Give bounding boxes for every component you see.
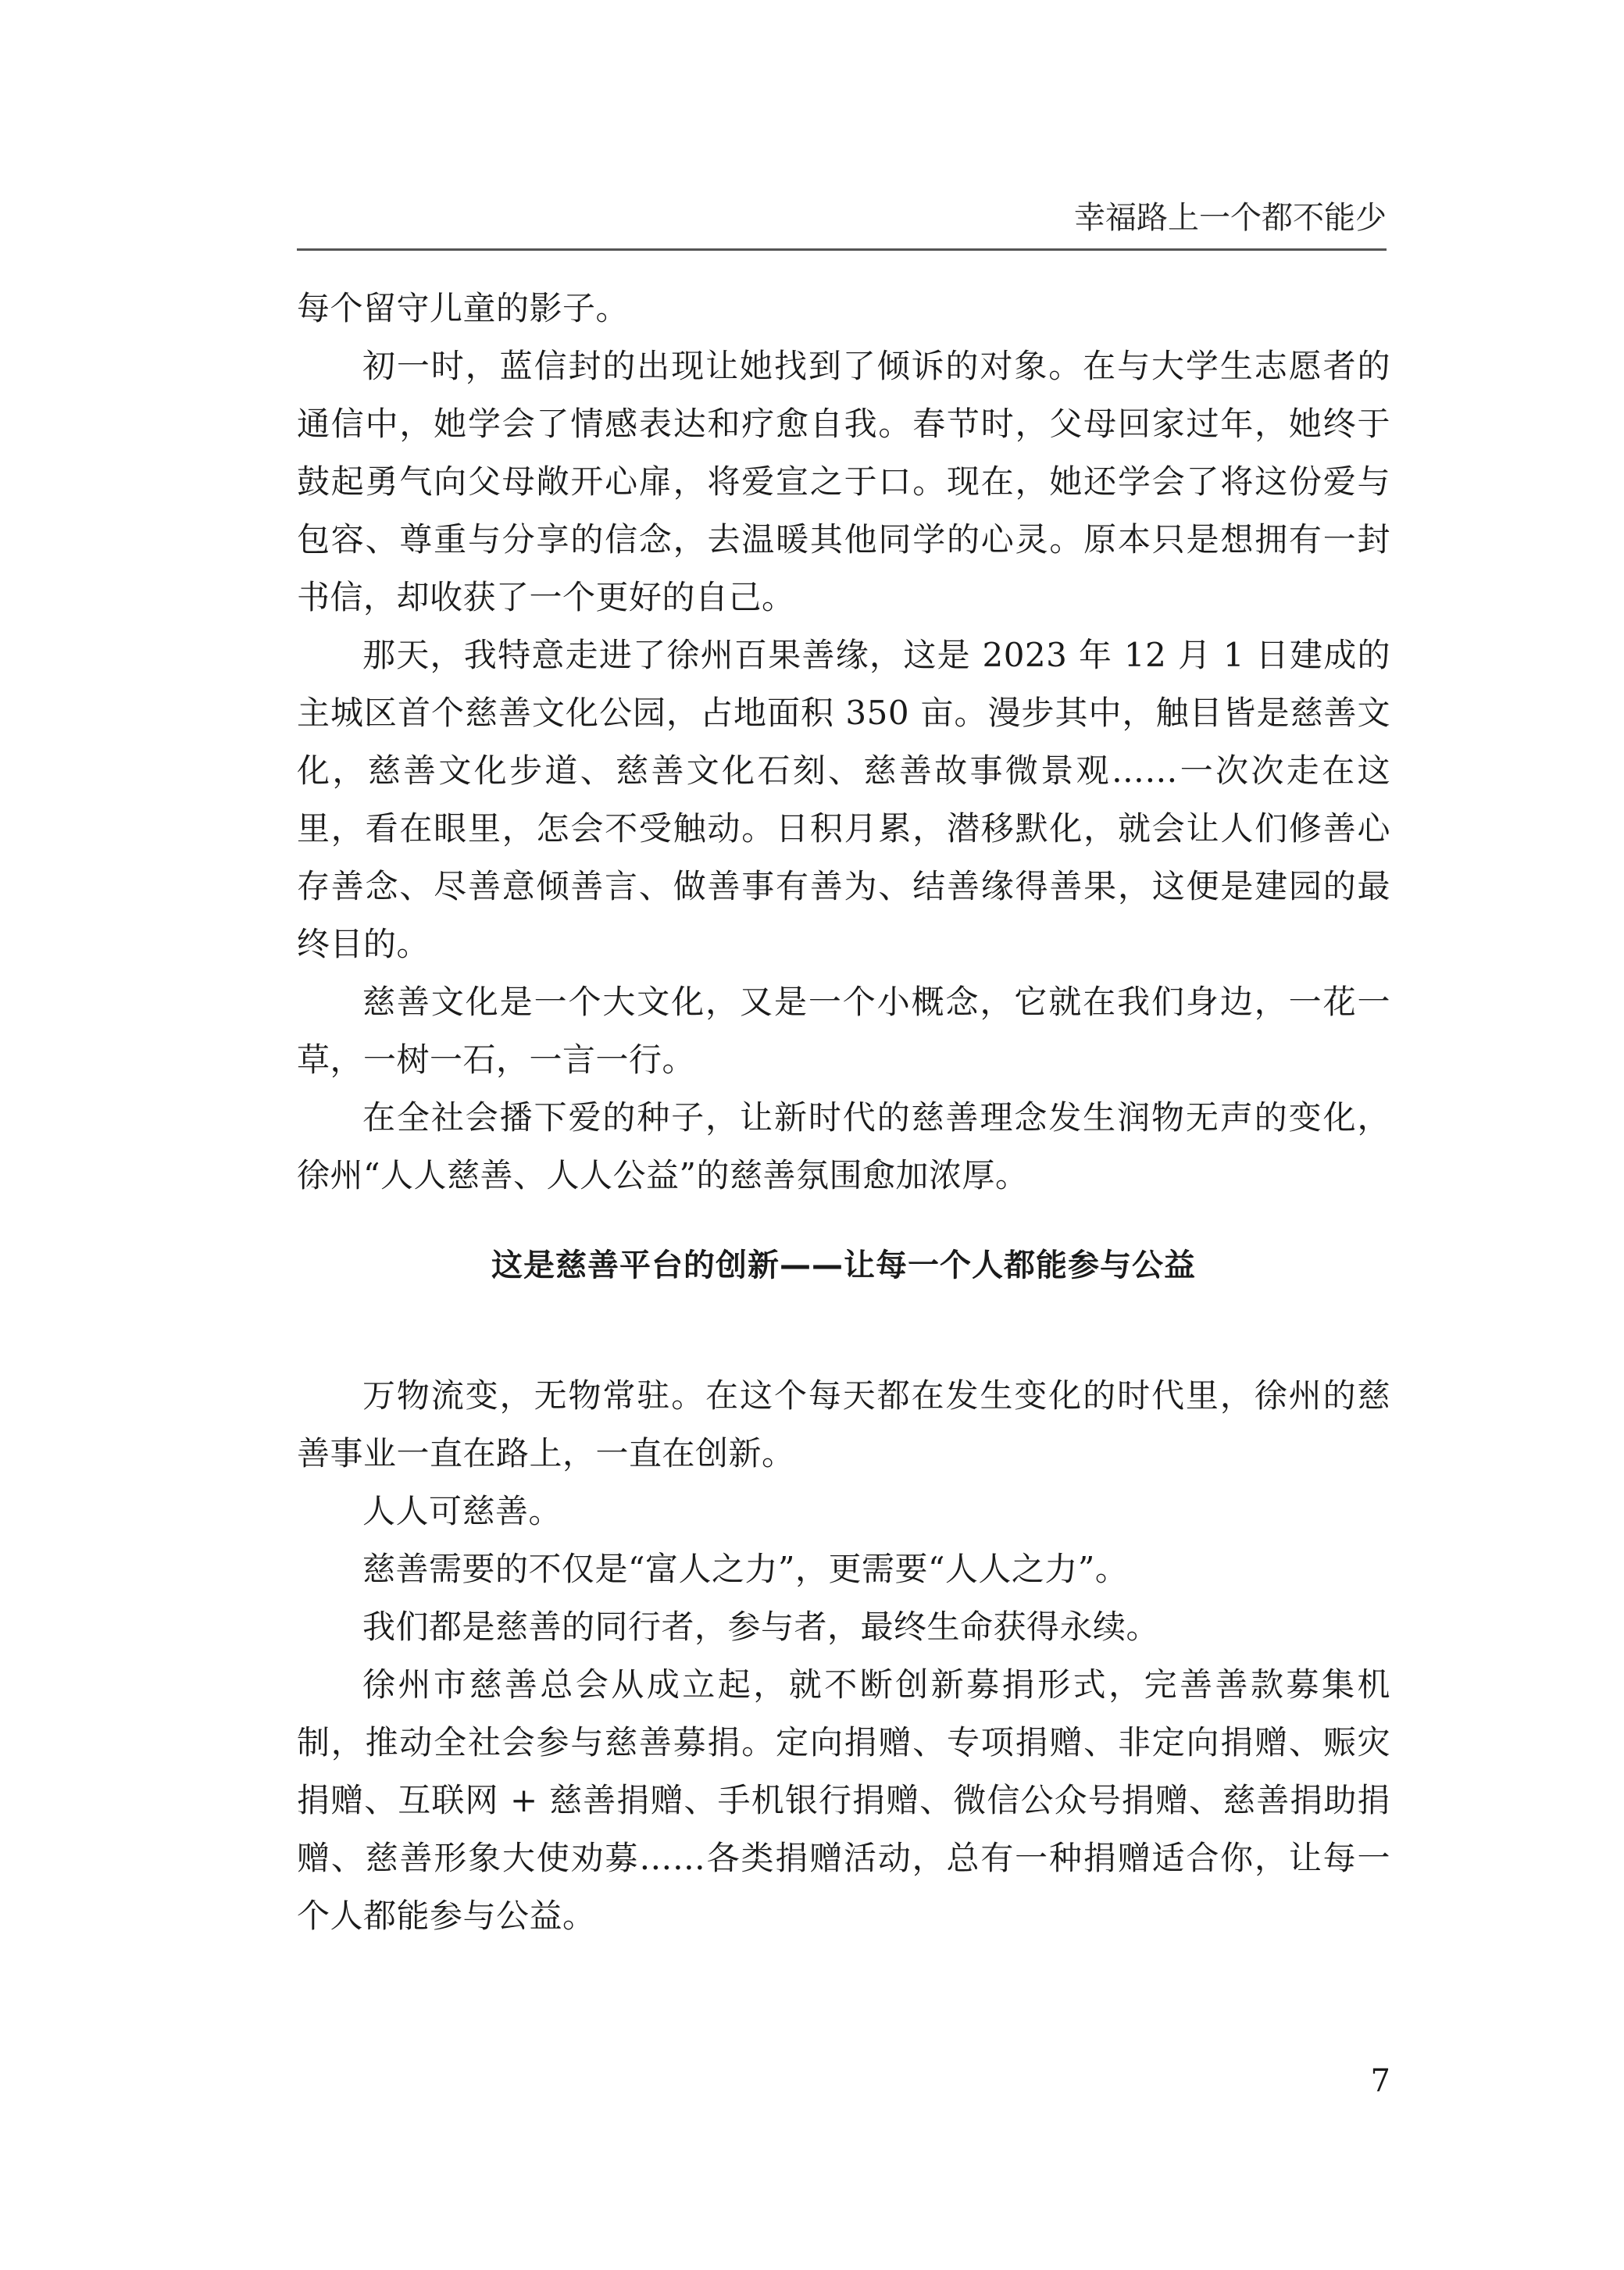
paragraph: 慈善文化是一个大文化，又是一个小概念，它就在我们身边，一花一草，一树一石，一言一行。 [297, 983, 1390, 1079]
body-text-bottom [297, 1367, 1390, 1945]
section-heading: 这是慈善平台的创新——让每一个人都能参与公益 [491, 1247, 1196, 1283]
page-number: 7 [1370, 2063, 1390, 2099]
paragraph: 在全社会播下爱的种子，让新时代的慈善理念发生润物无声的变化，徐州“人人慈善、人人公益”的慈善氛围愈加浓厚。 [297, 1098, 1390, 1194]
running-header-title: 幸福路上一个都不能少 [1074, 200, 1387, 236]
paragraph: 我们都是慈善的同行者，参与者，最终生命获得永续。 [362, 1608, 1160, 1646]
paragraph: 徐州市慈善总会从成立起，就不断创新募捐形式，完善善款募集机制，推动全社会参与慈善募捐。定向捐赠、专项捐赠、非定向捐赠、赈灾捐赠、互联网 + 慈善捐赠、手机银行捐赠、微信公众号捐赠、慈善捐助捐赠、慈善形象大使劝募……各类捐赠活动，总有一种捐赠适合你，让每一个人都能参与公益。 [297, 1665, 1390, 1935]
paragraph: 每个留守儿童的影子。 [297, 289, 630, 327]
header-divider [297, 248, 1387, 251]
paragraph: 初一时，蓝信封的出现让她找到了倾诉的对象。在与大学生志愿者的通信中，她学会了情感表达和疗愈自我。春节时，父母回家过年，她终于鼓起勇气向父母敞开心扉，将爱宣之于口。现在，她还学会了将这份爱与包容、尊重与分享的信念，去温暖其他同学的心灵。原本只是想拥有一封书信，却收获了一个更好的自己。 [297, 347, 1390, 616]
paragraph: 人人可慈善。 [362, 1492, 562, 1530]
body-text-top [297, 280, 1390, 1205]
paragraph: 慈善需要的不仅是“富人之力”，更需要“人人之力”。 [362, 1550, 1129, 1588]
paragraph: 万物流变，无物常驻。在这个每天都在发生变化的时代里，徐州的慈善事业一直在路上，一直在创新。 [297, 1376, 1390, 1472]
paragraph: 那天，我特意走进了徐州百果善缘，这是 2023 年 12 月 1 日建成的主城区首个慈善文化公园，占地面积 350 亩。漫步其中，触目皆是慈善文化，慈善文化步道、慈善文化石刻、慈善故事微景观……一次次走在这里，看在眼里，怎会不受触动。日积月累，潜移默化，就会让人们修善心存善念、尽善意倾善言、做善事有善为、结善缘得善果，这便是建园的最终目的。 [297, 636, 1390, 963]
